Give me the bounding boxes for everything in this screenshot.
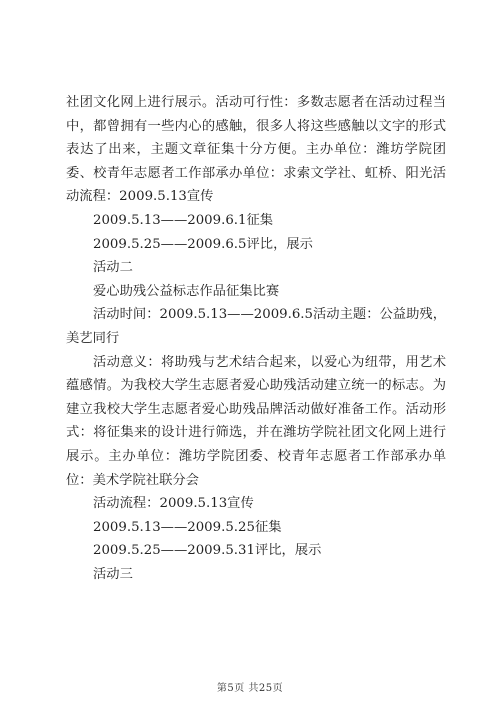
paragraph-collect-dates-1: 2009.5.13——2009.6.1征集 — [93, 212, 274, 228]
document-body — [66, 91, 446, 586]
paragraph-activity-2-process: 活动流程：2009.5.13宣传 — [93, 496, 254, 512]
paragraph-review-dates-1: 2009.5.25——2009.6.5评比，展示 — [93, 236, 313, 252]
heading-activity-3: 活动三 — [93, 566, 133, 582]
page-footer: 第5页 共25页 — [216, 683, 284, 694]
paragraph-activity-2-time-theme: 活动时间：2009.5.13——2009.6.5活动主题：公益助残，美艺同行 — [66, 307, 446, 346]
paragraph-intro: 社团文化网上进行展示。活动可行性：多数志愿者在活动过程当中，都曾拥有一些内心的感触，很多人将这些感触以文字的形式表达了出来，主题文章征集十分方便。主办单位：潍坊学院团委、校青年志愿者工作部承办单位：求索文学社、虹桥、阳光活动流程：2009.5.13宣传 — [66, 95, 446, 205]
paragraph-collect-dates-2: 2009.5.13——2009.5.25征集 — [93, 519, 282, 535]
paragraph-activity-2-title: 爱心助残公益标志作品征集比赛 — [93, 283, 280, 299]
heading-activity-2: 活动二 — [93, 260, 133, 276]
paragraph-activity-2-meaning: 活动意义：将助残与艺术结合起来，以爱心为纽带，用艺术蕴感情。为我校大学生志愿者爱心助残活动建立统一的标志。为建立我校大学生志愿者爱心助残品牌活动做好准备工作。活动形式：将征集来的设计进行筛选，并在潍坊学院社团文化网上进行展示。主办单位：潍坊学院团委、校青年志愿者工作部承办单位：美术学院社联分会 — [66, 354, 446, 488]
paragraph-review-dates-2: 2009.5.25——2009.5.31评比，展示 — [93, 543, 322, 559]
